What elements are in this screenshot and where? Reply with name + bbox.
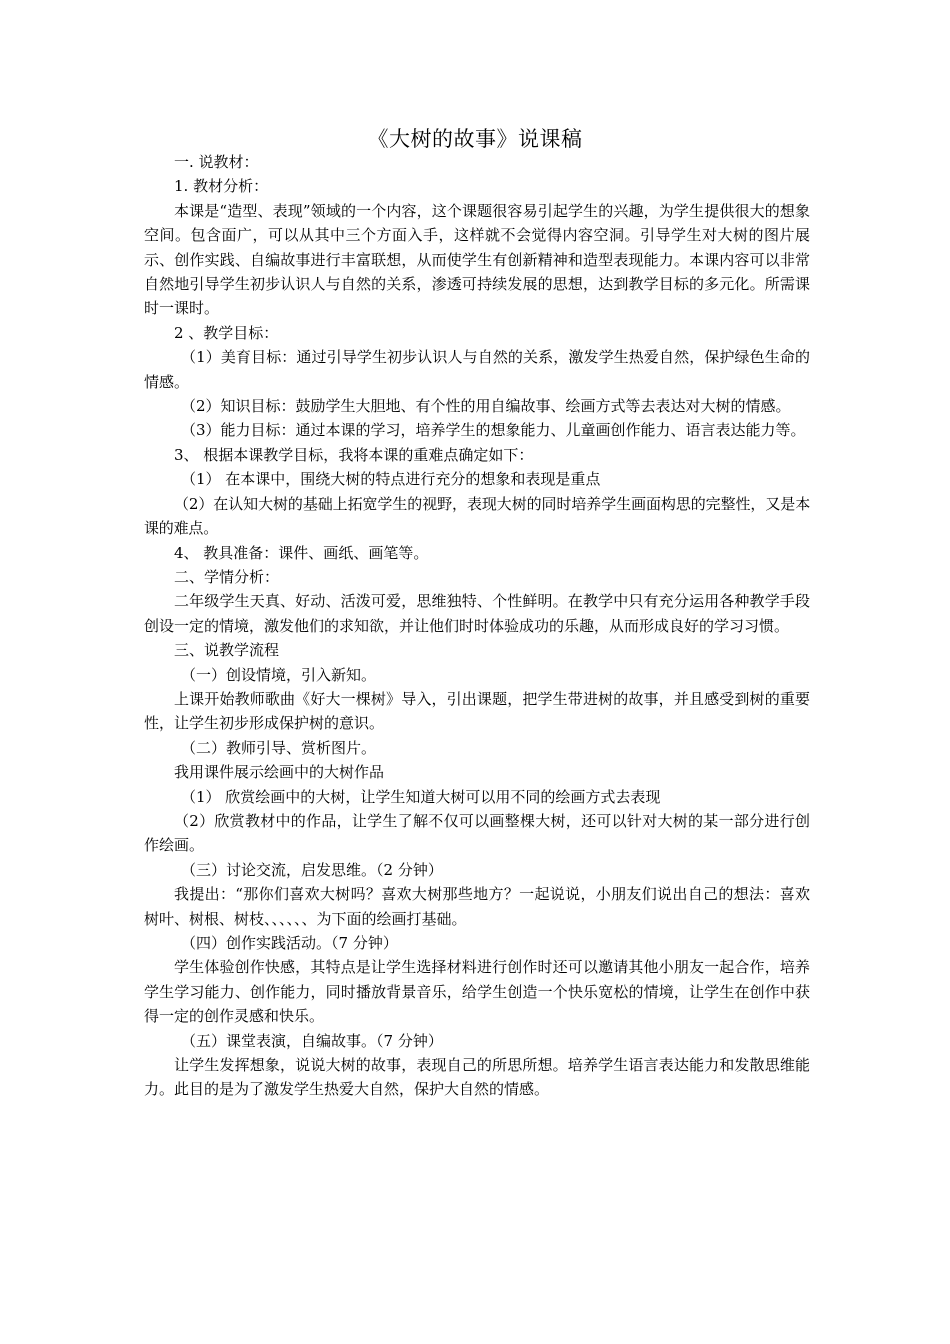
heading-step-3: （三）讨论交流，启发思维。（2 分钟）: [181, 860, 443, 879]
heading-teaching-goals: 2 、教学目标：: [174, 323, 279, 342]
paragraph-key-point: （1） 在本课中，围绕大树的特点进行充分的想象和表现是重点: [181, 470, 601, 489]
paragraph-step-1: 上课开始教师歌曲《好大一棵树》导入，引出课题，把学生带进树的故事，并且感受到树的重要性，让学生初步形成保护树的意识。: [144, 689, 810, 733]
paragraph-student-analysis: 二年级学生天真、好动、活泼可爱，思维独特、个性鲜明。在教学中只有充分运用各种教学手段创设一定的情境，激发他们的求知欲，并让他们时时体验成功的乐趣，从而形成良好的学习习惯。: [144, 592, 810, 635]
heading-teaching-aids: 4、 教具准备：课件、画纸、画笔等。: [174, 543, 429, 562]
heading-textbook-analysis: 1. 教材分析：: [174, 177, 269, 196]
paragraph-goal-knowledge: （2）知识目标：鼓励学生大胆地、有个性的用自编故事、绘画方式等去表达对大树的情感。: [181, 397, 791, 416]
heading-teaching-process: 三、说教学流程: [174, 641, 280, 660]
heading-step-5: （五）课堂表演，自编故事。（7 分钟）: [181, 1031, 443, 1050]
heading-textbook: 一. 说教材：: [174, 153, 259, 171]
paragraph-step-2-intro: 我用课件展示绘画中的大树作品: [174, 763, 385, 782]
paragraph-step-2-item-2: （2）欣赏教材中的作品，让学生了解不仅可以画整棵大树，还可以针对大树的某一部分进行创作绘画。: [144, 811, 810, 855]
heading-key-points: 3、 根据本课教学目标，我将本课的重难点确定如下：: [174, 445, 534, 464]
paragraph-difficult-point: （2）在认知大树的基础上拓宽学生的视野，表现大树的同时培养学生画面构思的完整性，又是本课的难点。: [144, 494, 810, 538]
heading-step-1: （一）创设情境，引入新知。: [181, 665, 377, 684]
paragraph-step-4: 学生体验创作快感，其特点是让学生选择材料进行创作时还可以邀请其他小朋友一起合作，培养学生学习能力、创作能力，同时播放背景音乐，给学生创造一个快乐宽松的情境，让学生在创作中获得一定的创作灵感和快乐。: [144, 958, 810, 1026]
paragraph-step-3: 我提出：“那你们喜欢大树吗？喜欢大树那些地方？一起说说，小朋友们说出自己的想法：喜欢树叶、树根、树枝、、、、、、为下面的绘画打基础。: [144, 885, 810, 928]
paragraph-textbook-analysis: 本课是“造型、表现”领域的一个内容，这个课题很容易引起学生的兴趣，为学生提供很大的想象空间。包含面广，可以从其中三个方面入手，这样就不会觉得内容空洞。引导学生对大树的图片展示、创作实践、自编故事进行丰富联想，从而使学生有创新精神和造型表现能力。本课内容可以非常自然地引导学生初步认识人与自然的关系，渗透可持续发展的思想，达到教学目标的多元化。所需课时一课时。: [144, 201, 810, 318]
heading-step-4: （四）创作实践活动。（7 分钟）: [181, 934, 398, 952]
paragraph-step-5: 让学生发挥想象，说说大树的故事，表现自己的所思所想。培养学生语言表达能力和发散思维能力。此目的是为了激发学生热爱大自然，保护大自然的情感。: [144, 1056, 810, 1099]
paragraph-goal-aesthetic: （1）美育目标：通过引导学生初步认识人与自然的关系，激发学生热爱自然，保护绿色生命的情感。: [144, 348, 810, 391]
heading-student-analysis: 二、学情分析：: [174, 567, 280, 586]
paragraph-goal-ability: （3）能力目标：通过本课的学习，培养学生的想象能力、儿童画创作能力、语言表达能力等。: [181, 421, 806, 440]
paragraph-step-2-item-1: （1） 欣赏绘画中的大树，让学生知道大树可以用不同的绘画方式去表现: [181, 787, 661, 806]
document-body: [144, 150, 810, 1102]
document-title: 《大树的故事》说课稿: [367, 127, 583, 151]
heading-step-2: （二）教师引导、赏析图片。: [181, 738, 377, 757]
